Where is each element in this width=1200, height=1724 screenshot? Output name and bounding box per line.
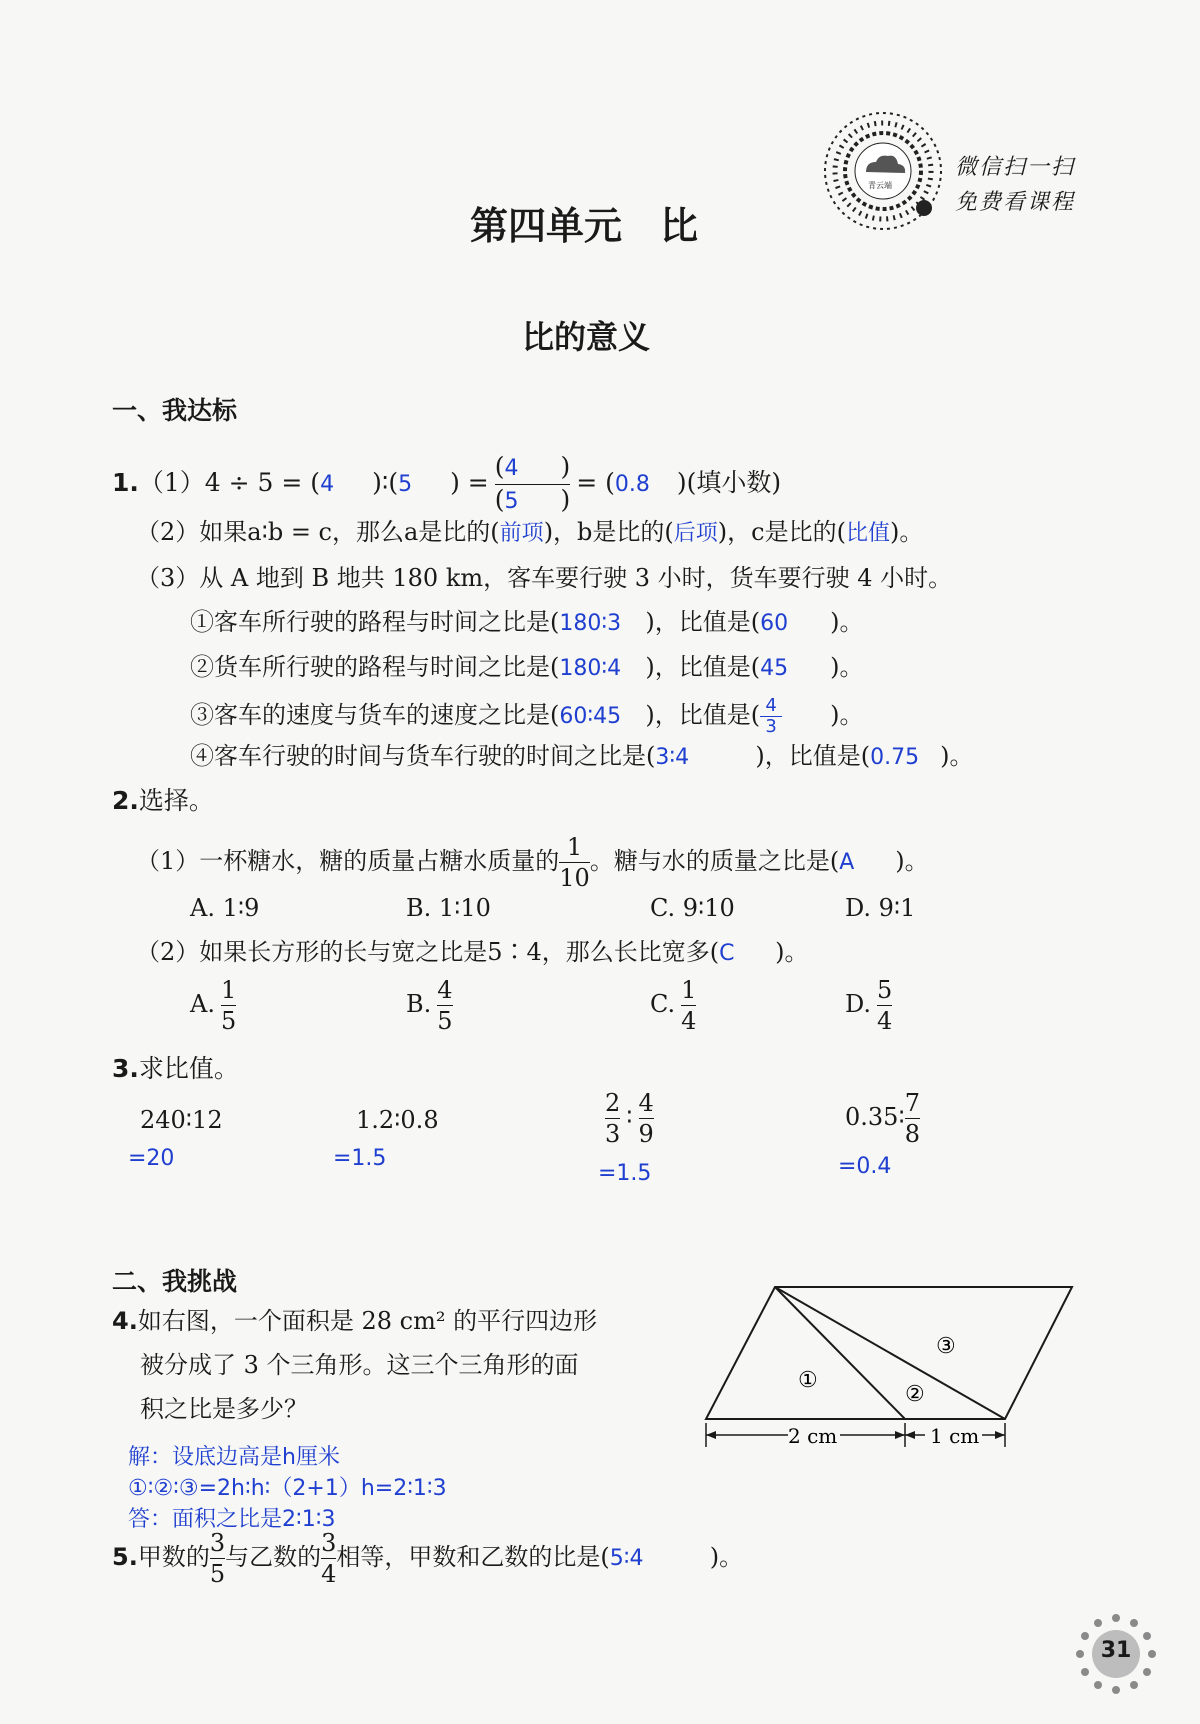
page-number: 31 xyxy=(1100,1638,1132,1663)
q1-answer-2: 5 xyxy=(398,472,413,497)
q1-3-item3: ③客车的速度与货车的速度之比是(60∶45 )，比值是( $\frac{4}{3}$ )。 xyxy=(190,695,864,737)
q2-2-option-a: A. $\frac{1}{5}$ xyxy=(190,976,237,1035)
dimension-1cm: 1 cm xyxy=(930,1424,980,1448)
q1-frac-num-answer: 4 xyxy=(504,456,519,481)
q4-line3: 积之比是多少？ xyxy=(140,1395,308,1423)
q1-3-item4: ④客车行驶的时间与货车行驶的时间之比是(3∶4 )，比值是(0.75 )。 xyxy=(190,742,974,770)
q4-solution-line2: ①∶②∶③=2h∶h∶（2+1）h=2∶1∶3 xyxy=(128,1476,447,1501)
q1-part3-stem: （3）从 A 地到 B 地共 180 km，客车要行驶 3 小时，货车要行驶 4 小时。 xyxy=(136,564,953,592)
q1-2-answer-1: 前项 xyxy=(499,521,544,546)
q2-1-answer: A xyxy=(839,850,855,875)
q2-2-option-c: C. $\frac{1}{4}$ xyxy=(650,976,697,1035)
q1-frac-den-answer: 5 xyxy=(504,489,519,514)
q3-item2-answer: =1.5 xyxy=(333,1146,387,1171)
q2-1-option-b: B. 1∶10 xyxy=(406,894,491,922)
q3-item3-expr: $\frac{2}{3}$ ∶ $\frac{4}{9}$ xyxy=(605,1089,654,1148)
q4-line2: 被分成了 3 个三角形。这三个三角形的面 xyxy=(140,1351,579,1379)
diagonal-line-2 xyxy=(775,1287,1005,1419)
q1-3-item1: ①客车所行驶的路程与时间之比是(180∶3 )，比值是(60 )。 xyxy=(190,608,864,636)
q1-answer-1: 4 xyxy=(320,472,335,497)
q1-number: 1. xyxy=(112,468,139,497)
q3-item4-answer: =0.4 xyxy=(838,1154,892,1179)
q2-title: 2.选择。 xyxy=(112,786,214,815)
section-title: 比的意义 xyxy=(522,318,651,356)
triangle-label-3: ③ xyxy=(936,1334,956,1359)
q1-part1: 1.（1）4 ÷ 5 = (4 )∶(5 ) = $\frac{(4 )}{(5 )}$ = (0.8 )(填小数) xyxy=(112,452,781,517)
q3-item1-expr: 240∶12 xyxy=(140,1106,223,1134)
q1-2-answer-3: 比值 xyxy=(845,521,890,546)
q2-1-fraction: $\frac{1}{10}$ xyxy=(559,833,590,892)
q2-1-option-a: A. 1∶9 xyxy=(190,894,260,922)
q3-item3-answer: =1.5 xyxy=(598,1161,652,1186)
q3-item4-expr: 0.35∶ $\frac{7}{8}$ xyxy=(845,1089,920,1148)
triangle-label-1: ① xyxy=(798,1368,818,1393)
q2-1-option-d: D. 9∶1 xyxy=(845,894,916,922)
q2-2-answer: C xyxy=(719,941,735,966)
q3-item2-expr: 1.2∶0.8 xyxy=(356,1106,439,1134)
unit-title: 第四单元 比 xyxy=(470,204,699,248)
diagonal-line-1 xyxy=(775,1287,905,1419)
q1-part2: （2）如果a∶b = c，那么a是比的(前项)，b是比的(后项)，c是比的(比值)。 xyxy=(136,518,924,546)
q2-part1: （1）一杯糖水，糖的质量占糖水质量的 $\frac{1}{10}$ 。糖与水的质量之比是(A )。 xyxy=(136,833,929,892)
q2-2-option-b: B. $\frac{4}{5}$ xyxy=(406,976,453,1035)
q1-3-item3-fraction-answer: $\frac{4}{3}$ xyxy=(760,696,830,737)
dimension-2cm: 2 cm xyxy=(788,1424,838,1448)
q5-answer: 5∶4 xyxy=(609,1546,644,1571)
parallelogram-figure xyxy=(700,1275,1080,1465)
q3-item1-answer: =20 xyxy=(128,1146,175,1171)
q1-2-answer-2: 后项 xyxy=(673,521,718,546)
q2-2-option-d: D. $\frac{5}{4}$ xyxy=(845,976,893,1035)
q2-1-option-c: C. 9∶10 xyxy=(650,894,735,922)
q4-solution-line3: 答：面积之比是2∶1∶3 xyxy=(128,1507,336,1532)
qr-caption-line1: 微信扫一扫 xyxy=(955,155,1076,180)
q5: 5.甲数的 $\frac{3}{5}$ 与乙数的 $\frac{3}{4}$ 相等，甲数和乙数的比是(5∶4 )。 xyxy=(112,1529,744,1588)
qr-caption-line2: 免费看课程 xyxy=(955,190,1076,215)
q3-title: 3.求比值。 xyxy=(112,1054,239,1083)
q4-line1: 4.如右图，一个面积是 28 cm² 的平行四边形 xyxy=(112,1307,598,1335)
qr-code-icon xyxy=(822,110,944,232)
q1-3-item2: ②货车所行驶的路程与时间之比是(180∶4 )，比值是(45 )。 xyxy=(190,653,864,681)
q2-part2: （2）如果长方形的长与宽之比是5∶4，那么长比宽多(C )。 xyxy=(136,937,809,969)
q1-fraction: $\frac{(4 )}{(5 )}$ xyxy=(495,452,571,517)
q1-answer-3: 0.8 xyxy=(614,472,650,497)
q4-solution-line1: 解：设底边高是h厘米 xyxy=(128,1445,340,1470)
qr-logo-text: 青云端 xyxy=(868,181,892,190)
triangle-label-2: ② xyxy=(905,1382,925,1407)
part1-heading: 一、我达标 xyxy=(112,396,238,425)
part2-heading: 二、我挑战 xyxy=(112,1267,238,1296)
